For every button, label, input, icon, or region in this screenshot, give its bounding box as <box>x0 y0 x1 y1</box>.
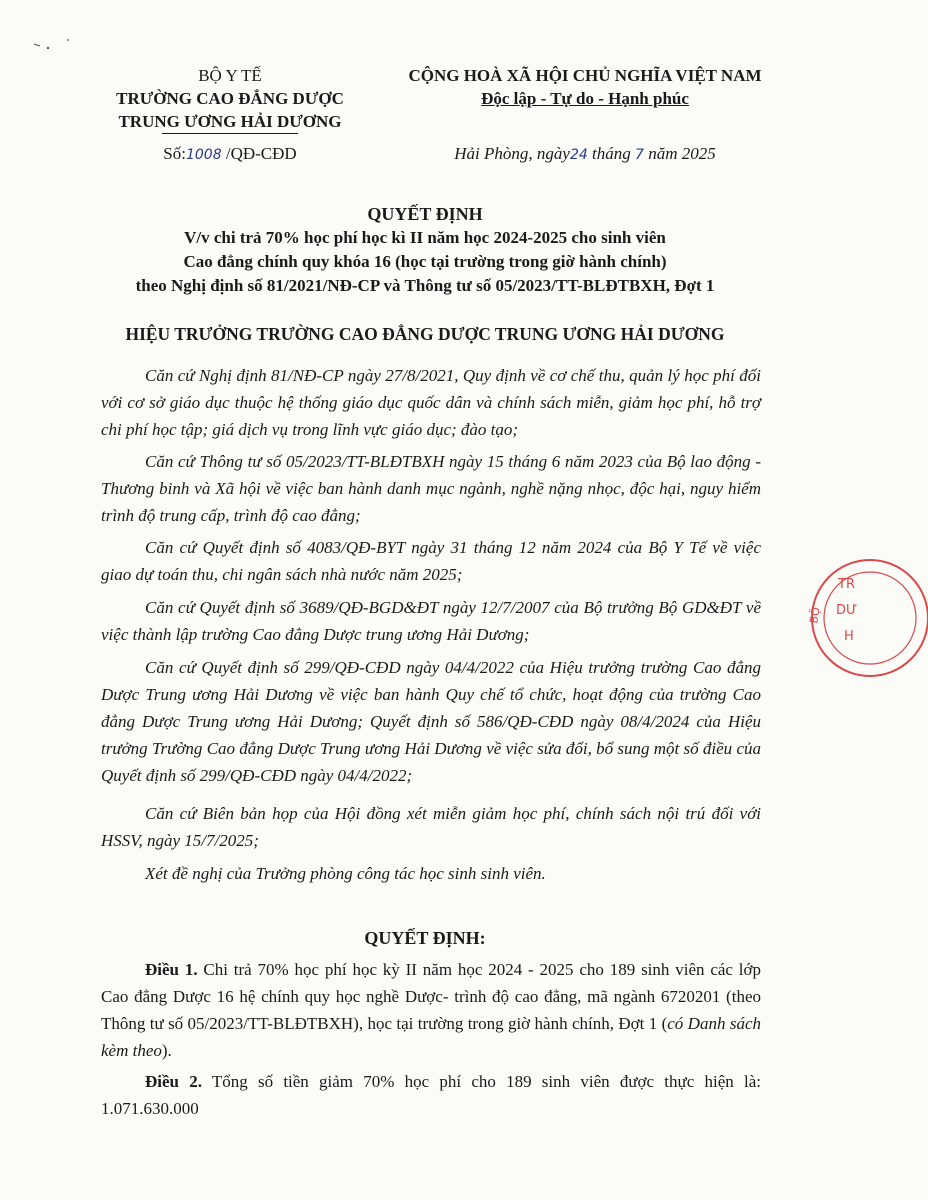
article-1-attachment-note: có Danh sách kèm theo <box>101 1014 761 1060</box>
article-2-text: Tổng số tiền giảm 70% học phí cho 189 sinh viên được thực hiện là: 1.071.630.000 <box>101 1072 761 1118</box>
issuer-underline <box>162 133 298 134</box>
school-name-line2: TRUNG ƯƠNG HẢI DƯƠNG <box>118 112 342 131</box>
subject-line-2: Cao đẳng chính quy khóa 16 (học tại trường trong giờ hành chính) <box>183 252 667 271</box>
consideration: Xét đề nghị của Trưởng phòng công tác học sinh sinh viên. <box>145 864 546 883</box>
subject-line-3: theo Nghị định số 81/2021/NĐ-CP và Thông tư số 05/2023/TT-BLĐTBXH, Đợt 1 <box>135 276 715 295</box>
article-1-label: Điều 1. <box>145 960 198 979</box>
article-1 <box>101 956 761 1064</box>
article-1-text: Chi trả 70% học phí học kỳ II năm học 2024 - 2025 cho 189 sinh viên các lớp Cao đẳng Dược 16 hệ chính quy học nghề Dược- trình độ cao đẳng, mã ngành 6720201 (theo Thông tư số 05/2023/TT-BLĐTBXH), học tại trường trong giờ hành chính, Đợt 1 ( <box>101 960 761 1033</box>
so-prefix: Số: <box>163 144 186 163</box>
decision-section-heading: QUYẾT ĐỊNH: <box>364 928 486 948</box>
handwritten-day: 24 <box>569 147 588 163</box>
national-header <box>380 64 790 110</box>
year-label: năm 2025 <box>648 144 716 163</box>
authority-line: HIỆU TRƯỞNG TRƯỜNG CAO ĐẲNG DƯỢC TRUNG ƯƠNG HẢI DƯƠNG <box>125 324 725 344</box>
article-2-label: Điều 2. <box>145 1072 202 1091</box>
official-stamp <box>808 548 928 688</box>
decision-title <box>40 202 810 298</box>
scan-mark <box>34 38 74 58</box>
subject-line-1: V/v chi trả 70% học phí học kì II năm học 2024-2025 cho sinh viên <box>184 228 666 247</box>
stamp-text-4: H <box>844 629 854 644</box>
handwritten-month: 7 <box>635 147 644 163</box>
stamp-text-3: BỘ <box>807 606 823 625</box>
legal-basis-4: Căn cứ Quyết định số 3689/QĐ-BGD&ĐT ngày 12/7/2007 của Bộ trưởng Bộ GD&ĐT về việc thành lập trường Cao đẳng Dược trung ương Hải Dương; <box>101 598 761 644</box>
ministry-name: BỘ Y TẾ <box>198 66 262 85</box>
handwritten-number: 1008 <box>185 147 222 163</box>
country-name: CỘNG HOÀ XÃ HỘI CHỦ NGHĨA VIỆT NAM <box>408 66 762 85</box>
legal-basis-5: Căn cứ Quyết định số 299/QĐ-CĐD ngày 04/4/2022 của Hiệu trưởng trường Cao đẳng Dược Trung ương Hải Dương về việc ban hành Quy chế tổ chức, hoạt động của trường Cao đẳng Dược Trung ương Hải Dương; Quyết định số 586/QĐ-CĐD ngày 08/4/2024 của Hiệu trưởng Trường Cao đẳng Dược Trung ương Hải Dương về việc sửa đổi, bổ sung một số điều của Quyết định số 299/QĐ-CĐD ngày 04/4/2022; <box>101 658 761 785</box>
article-1-text-end: ). <box>161 1041 172 1060</box>
issuer-block <box>80 64 380 133</box>
legal-basis-1: Căn cứ Nghị định 81/NĐ-CP ngày 27/8/2021, Quy định về cơ chế thu, quản lý học phí đối với cơ sở giáo dục thuộc hệ thống giáo dục quốc dân và chính sách miễn, giảm học phí, hỗ trợ chi phí học tập; giá dịch vụ trong lĩnh vực giáo dục; đào tạo; <box>101 366 761 439</box>
so-suffix: /QĐ-CĐD <box>225 144 297 163</box>
decision-heading: QUYẾT ĐỊNH <box>367 204 483 224</box>
stamp-text-1: TR <box>838 577 855 592</box>
stamp-text-2: DƯ <box>836 603 858 618</box>
school-name-line1: TRƯỜNG CAO ĐẲNG DƯỢC <box>116 89 344 108</box>
document-number <box>80 144 380 164</box>
legal-basis-6: Căn cứ Biên bản họp của Hội đồng xét miễn giảm học phí, chính sách nội trú đối với HSSV, ngày 15/7/2025; <box>101 804 761 850</box>
legal-basis-3: Căn cứ Quyết định số 4083/QĐ-BYT ngày 31 tháng 12 năm 2024 của Bộ Y Tế về việc giao dự toán thu, chi ngân sách nhà nước năm 2025; <box>101 538 761 584</box>
legal-basis-2: Căn cứ Thông tư số 05/2023/TT-BLĐTBXH ngày 15 tháng 6 năm 2023 của Bộ lao động -Thương binh và Xã hội về việc ban hành danh mục ngành, nghề nặng nhọc, độc hại, nguy hiểm trình độ trung cấp, trình độ cao đẳng; <box>101 452 761 525</box>
article-2 <box>101 1068 761 1122</box>
place-date-prefix: Hải Phòng, ngày <box>454 144 570 163</box>
national-motto: Độc lập - Tự do - Hạnh phúc <box>481 89 689 108</box>
month-label: tháng <box>592 144 631 163</box>
date-line <box>380 144 790 164</box>
